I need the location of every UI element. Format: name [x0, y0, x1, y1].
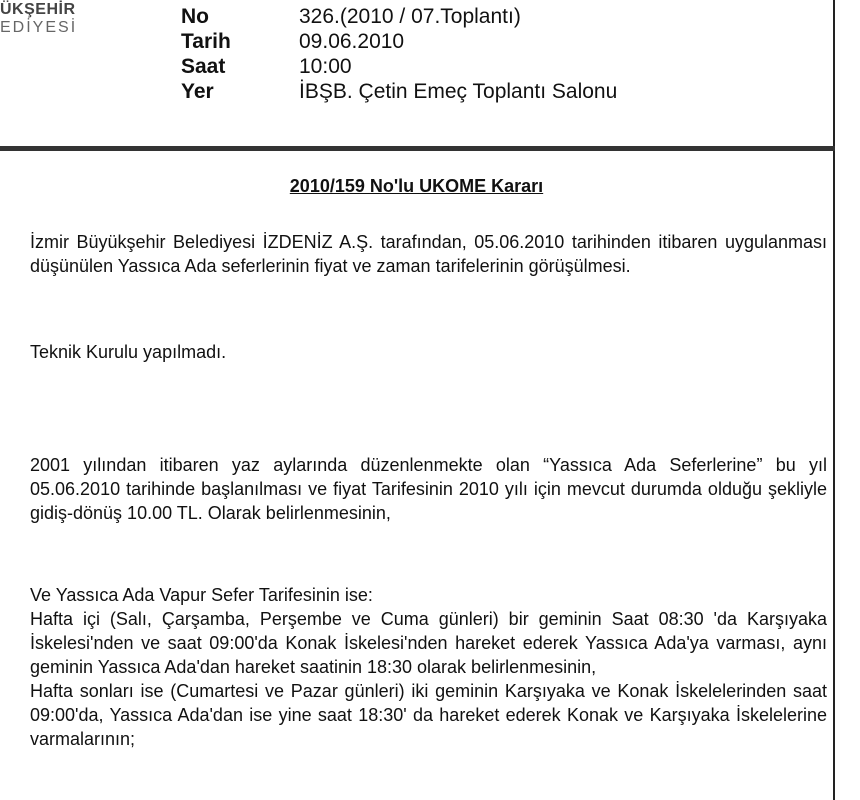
- meeting-time-label: Saat: [181, 55, 226, 78]
- meeting-info: [181, 4, 617, 104]
- schedule-intro: Ve Yassıca Ada Vapur Sefer Tarifesinin ise:: [30, 585, 373, 605]
- subject-paragraph: İzmir Büyükşehir Belediyesi İZDENİZ A.Ş. tarafından, 05.06.2010 tarihinden itibaren uygulanması düşünülen Yassıca Ada seferlerinin fiyat ve zaman tarifelerinin görüşülmesi.: [30, 232, 827, 276]
- weekday-schedule: Hafta içi (Salı, Çarşamba, Perşembe ve Cuma günleri) bir geminin Saat 08:30 'da Karşıyaka İskelesi'nden ve saat 09:00'da Konak İskelesi'nden hareket ederek Yassıca Ada'ya varması, aynı geminin Yassıca Ada'dan hareket saatinin 18:30 olarak belirlenmesinin,: [30, 609, 827, 677]
- schedule-section: [30, 583, 827, 751]
- meeting-place-row: [181, 79, 617, 104]
- meeting-date-value: 09.06.2010: [299, 30, 405, 53]
- meeting-time-row: [181, 54, 617, 79]
- meeting-place-label: Yer: [181, 80, 214, 103]
- meeting-place-value: İBŞB. Çetin Emeç Toplantı Salonu: [299, 80, 618, 103]
- meeting-date-label: Tarih: [181, 30, 231, 53]
- weekend-schedule: Hafta sonları ise (Cumartesi ve Pazar günleri) iki geminin Karşıyaka ve Konak İskelelerinden saat 09:00'da, Yassıca Ada'dan ise yine saat 18:30' da hareket ederek Konak ve Karşıyaka İskelelerine varmalarının;: [30, 681, 827, 749]
- decision-title: 2010/159 No'lu UKOME Kararı: [289, 176, 544, 196]
- technical-paragraph: Teknik Kurulu yapılmadı.: [30, 342, 227, 362]
- meeting-no-label: No: [181, 5, 209, 28]
- header-divider: [0, 146, 835, 151]
- right-border-line: [833, 0, 835, 800]
- meeting-date-row: [181, 29, 617, 54]
- logo-line-2: EDİYESİ: [0, 19, 78, 36]
- meeting-no-row: [181, 4, 617, 29]
- decision-paragraph: 2001 yılından itibaren yaz aylarında düzenlenmekte olan “Yassıca Ada Seferlerine” bu yıl 05.06.2010 tarihinde başlanılması ve fiyat Tarifesinin 2010 yılı için mevcut durumda olduğu şekliyle gidiş-dönüş 10.00 TL. Olarak belirlenmesinin,: [30, 455, 827, 523]
- logo-line-1: ÜKŞEHİR: [0, 1, 76, 18]
- meeting-time-value: 10:00: [299, 55, 352, 78]
- meeting-no-value: 326.(2010 / 07.Toplantı): [299, 5, 521, 28]
